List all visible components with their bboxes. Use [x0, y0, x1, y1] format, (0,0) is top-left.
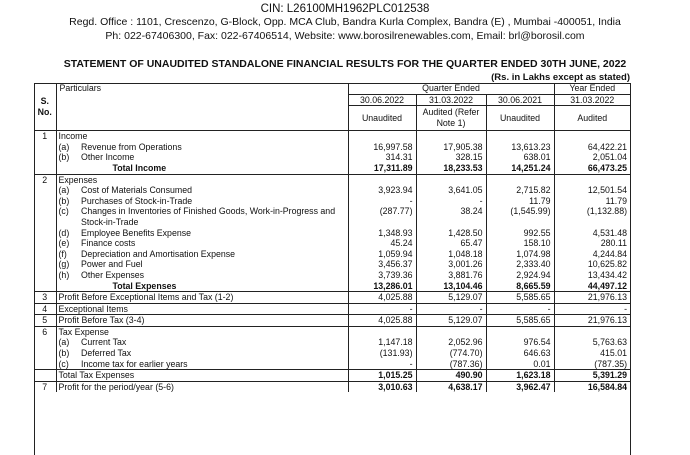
quarter-ended-header: Quarter Ended — [348, 83, 554, 94]
header-row-groups — [34, 83, 630, 94]
row-sno — [34, 238, 56, 249]
table-row — [34, 228, 630, 239]
row-value: 1,048.18 — [416, 249, 486, 260]
row-code: (c) — [58, 358, 69, 369]
col-particulars-header: Particulars — [56, 83, 348, 131]
row-code: (c) — [58, 206, 69, 217]
row-sno — [34, 348, 56, 359]
row-value: 5,585.65 — [486, 315, 554, 327]
row-value: 1,147.18 — [348, 337, 416, 348]
row-value: 1,059.94 — [348, 249, 416, 260]
row-sno: 6 — [34, 326, 56, 337]
date-header: 30.06.2021 — [486, 94, 554, 106]
row-value: 10,625.82 — [587, 259, 628, 270]
row-code: (a) — [58, 141, 70, 152]
table-row — [34, 206, 630, 227]
row-value — [554, 326, 630, 337]
row-particular: Power and Fuel — [78, 259, 348, 270]
contact-details: Ph: 022-67406300, Fax: 022-67406514, Website: www.borosilrenewables.com, Email: brl@borosil.com — [105, 30, 585, 42]
row-value: 2,052.96 — [416, 337, 486, 348]
financial-results-table — [34, 83, 630, 392]
table-row — [34, 249, 630, 260]
status-header: Unaudited — [348, 106, 416, 131]
row-value: 8,665.59 — [486, 281, 554, 292]
row-value: - — [348, 303, 416, 315]
row-value: - — [486, 303, 554, 315]
row-value: 11.79 — [605, 195, 628, 206]
row-particular: Finance costs — [78, 238, 348, 249]
row-value: 1,348.93 — [348, 228, 416, 239]
row-sno: 4 — [34, 303, 56, 315]
row-sno — [34, 249, 56, 260]
row-particular: Purchases of Stock-in-Trade — [78, 196, 348, 207]
table-row — [34, 238, 630, 249]
row-code: (b) — [58, 348, 70, 359]
row-value: 3,923.94 — [348, 185, 416, 196]
row-value: - — [348, 359, 416, 370]
row-value: 2,051.04 — [592, 152, 628, 163]
row-particular: Income — [56, 131, 348, 142]
row-value: 4,638.17 — [416, 381, 486, 392]
row-value: 328.15 — [416, 152, 486, 163]
unit-note: (Rs. in Lakhs except as stated) — [491, 72, 630, 83]
status-header: Unaudited — [486, 106, 554, 131]
row-particular: Revenue from Operations — [78, 142, 348, 153]
row-code: (a) — [58, 185, 70, 196]
row-value: 490.90 — [416, 370, 486, 382]
row-sno — [34, 185, 56, 196]
statement-title: STATEMENT OF UNAUDITED STANDALONE FINANCIAL RESULTS FOR THE QUARTER ENDED 30TH JUNE, 2022 — [63, 58, 627, 70]
row-particular: Cost of Materials Consumed — [78, 185, 348, 196]
row-value: 13,434.42 — [587, 269, 628, 280]
row-particular: Profit Before Tax (3-4) — [56, 315, 348, 327]
row-sno — [34, 196, 56, 207]
table-row — [34, 326, 630, 337]
row-value: 4,025.88 — [348, 315, 416, 327]
row-particular: Other Income — [78, 152, 348, 163]
table-row — [34, 359, 630, 370]
row-particular: Employee Benefits Expense — [78, 228, 348, 239]
row-value: 5,129.07 — [416, 315, 486, 327]
row-code: (b) — [58, 195, 70, 206]
row-value: 4,531.48 — [592, 227, 628, 238]
row-value — [554, 131, 630, 142]
table-row — [34, 348, 630, 359]
row-sno — [34, 206, 56, 227]
row-value: 1,623.18 — [486, 370, 554, 382]
row-value: 14,251.24 — [486, 163, 554, 174]
row-value — [348, 326, 416, 337]
row-value: 3,010.63 — [348, 381, 416, 392]
status-header: Audited (Refer Note 1) — [416, 106, 486, 131]
row-value: 66,473.25 — [587, 162, 628, 173]
row-sno — [34, 228, 56, 239]
row-value: (1,132.88) — [586, 206, 628, 217]
row-value: - — [416, 196, 486, 207]
row-value: 2,715.82 — [486, 185, 554, 196]
row-value: 1,074.98 — [486, 249, 554, 260]
row-sno — [34, 281, 56, 292]
row-value: (131.93) — [348, 348, 416, 359]
row-particular: Deferred Tax — [78, 348, 348, 359]
row-value: 415.01 — [600, 348, 628, 359]
row-code: (a) — [58, 337, 70, 348]
table-row — [34, 281, 630, 292]
row-value: 16,584.84 — [554, 381, 630, 392]
row-sno: 3 — [34, 292, 56, 304]
row-value — [486, 174, 554, 185]
row-value: - — [348, 196, 416, 207]
row-value: (787.36) — [416, 359, 486, 370]
row-value: 13,613.23 — [486, 142, 554, 153]
row-value: 18,233.53 — [416, 163, 486, 174]
row-particular: Tax Expense — [56, 326, 348, 337]
row-sno: 7 — [34, 381, 56, 392]
table-row — [34, 196, 630, 207]
row-particular: Expenses — [56, 174, 348, 185]
row-value: 2,924.94 — [486, 270, 554, 281]
row-code: (h) — [58, 269, 70, 280]
row-value: 45.24 — [348, 238, 416, 249]
row-value: 38.24 — [416, 206, 486, 227]
table-row — [34, 174, 630, 185]
status-header: Audited — [554, 106, 630, 131]
row-particular: Total Expenses — [56, 281, 348, 292]
row-particular: Total Tax Expenses — [56, 370, 348, 382]
row-value: 1,015.25 — [348, 370, 416, 382]
row-value: 65.47 — [416, 238, 486, 249]
row-value: 3,641.05 — [416, 185, 486, 196]
row-value: 314.31 — [348, 152, 416, 163]
row-particular: Total Income — [56, 163, 348, 174]
row-sno — [34, 359, 56, 370]
row-value — [554, 174, 630, 185]
row-particular: Other Expenses — [78, 270, 348, 281]
row-sno — [34, 163, 56, 174]
row-sno — [34, 370, 56, 382]
row-value: (287.77) — [348, 206, 416, 227]
row-value: 2,333.40 — [486, 259, 554, 270]
date-header: 31.03.2022 — [554, 94, 630, 106]
row-value: 646.63 — [486, 348, 554, 359]
row-particular: Profit Before Exceptional Items and Tax (1-2) — [56, 292, 348, 304]
row-value: 16,997.58 — [348, 142, 416, 153]
row-code: (d) — [58, 227, 70, 238]
row-particular: Changes in Inventories of Finished Goods, Work-in-Progress and Stock-in-Trade — [78, 206, 348, 227]
row-particular: Depreciation and Amortisation Expense — [78, 249, 348, 260]
row-value: 64,422.21 — [587, 141, 628, 152]
table-row — [34, 315, 630, 327]
table-row — [34, 292, 630, 304]
row-value — [416, 174, 486, 185]
row-value — [486, 131, 554, 142]
row-value: 4,244.84 — [592, 248, 628, 259]
row-value: 3,456.37 — [348, 259, 416, 270]
row-sno — [34, 152, 56, 163]
row-value: 976.54 — [486, 337, 554, 348]
row-value: (774.70) — [416, 348, 486, 359]
row-value: 1,428.50 — [416, 228, 486, 239]
row-value — [416, 326, 486, 337]
row-value: 638.01 — [486, 152, 554, 163]
row-value: 4,025.88 — [348, 292, 416, 304]
row-value: 5,129.07 — [416, 292, 486, 304]
row-sno: 1 — [34, 131, 56, 142]
row-value: 21,976.13 — [554, 292, 630, 304]
row-sno — [34, 337, 56, 348]
table-row — [34, 152, 630, 163]
row-value: 3,739.36 — [348, 270, 416, 281]
row-value: 44,497.12 — [587, 280, 628, 291]
row-value: (1,545.99) — [486, 206, 554, 227]
row-value — [416, 131, 486, 142]
row-value: 17,311.89 — [348, 163, 416, 174]
table-row — [34, 270, 630, 281]
row-value: 0.01 — [486, 359, 554, 370]
row-value: - — [416, 303, 486, 315]
registered-office-address: Regd. Office : 1101, Crescenzo, G-Block, Opp. MCA Club, Bandra Kurla Complex, Bandra (E) , Mumbai -400051, India — [69, 16, 621, 28]
row-code: (e) — [58, 238, 70, 249]
row-sno — [34, 259, 56, 270]
row-value: 158.10 — [486, 238, 554, 249]
row-value — [486, 326, 554, 337]
col-sno-header: S. No. — [34, 83, 56, 131]
row-particular: Current Tax — [78, 337, 348, 348]
table-row — [34, 381, 630, 392]
row-value — [348, 174, 416, 185]
row-sno — [34, 270, 56, 281]
table-row — [34, 259, 630, 270]
row-value: - — [554, 303, 630, 315]
row-value: 280.11 — [600, 238, 628, 249]
row-value: 11.79 — [486, 196, 554, 207]
table-row — [34, 185, 630, 196]
row-code: (f) — [58, 248, 67, 259]
row-value: 12,501.54 — [587, 185, 628, 196]
row-value: 21,976.13 — [554, 315, 630, 327]
row-particular: Exceptional Items — [56, 303, 348, 315]
row-value: 3,001.26 — [416, 259, 486, 270]
row-particular: Income tax for earlier years — [78, 359, 348, 370]
row-value: 5,585.65 — [486, 292, 554, 304]
row-value: 13,286.01 — [348, 281, 416, 292]
row-value: 13,104.46 — [416, 281, 486, 292]
table-row — [34, 303, 630, 315]
row-value: 5,763.63 — [592, 337, 628, 348]
table-row — [34, 337, 630, 348]
date-header: 30.06.2022 — [348, 94, 416, 106]
cin-number: CIN: L26100MH1962PLC012538 — [260, 3, 430, 15]
row-value: 17,905.38 — [416, 142, 486, 153]
row-value: 5,391.29 — [554, 370, 630, 382]
row-code: (b) — [58, 152, 70, 163]
table-row — [34, 370, 630, 382]
row-particular: Profit for the period/year (5-6) — [56, 381, 348, 392]
row-sno: 2 — [34, 174, 56, 185]
row-value: 3,881.76 — [416, 270, 486, 281]
row-value: (787.35) — [594, 358, 628, 369]
row-code: (g) — [58, 259, 70, 270]
row-sno: 5 — [34, 315, 56, 327]
year-ended-header: Year Ended — [554, 83, 630, 94]
table-row — [34, 163, 630, 174]
date-header: 31.03.2022 — [416, 94, 486, 106]
row-value: 992.55 — [486, 228, 554, 239]
row-value — [348, 131, 416, 142]
row-value: 3,962.47 — [486, 381, 554, 392]
row-sno — [34, 142, 56, 153]
table-row — [34, 142, 630, 153]
table-row — [34, 131, 630, 142]
